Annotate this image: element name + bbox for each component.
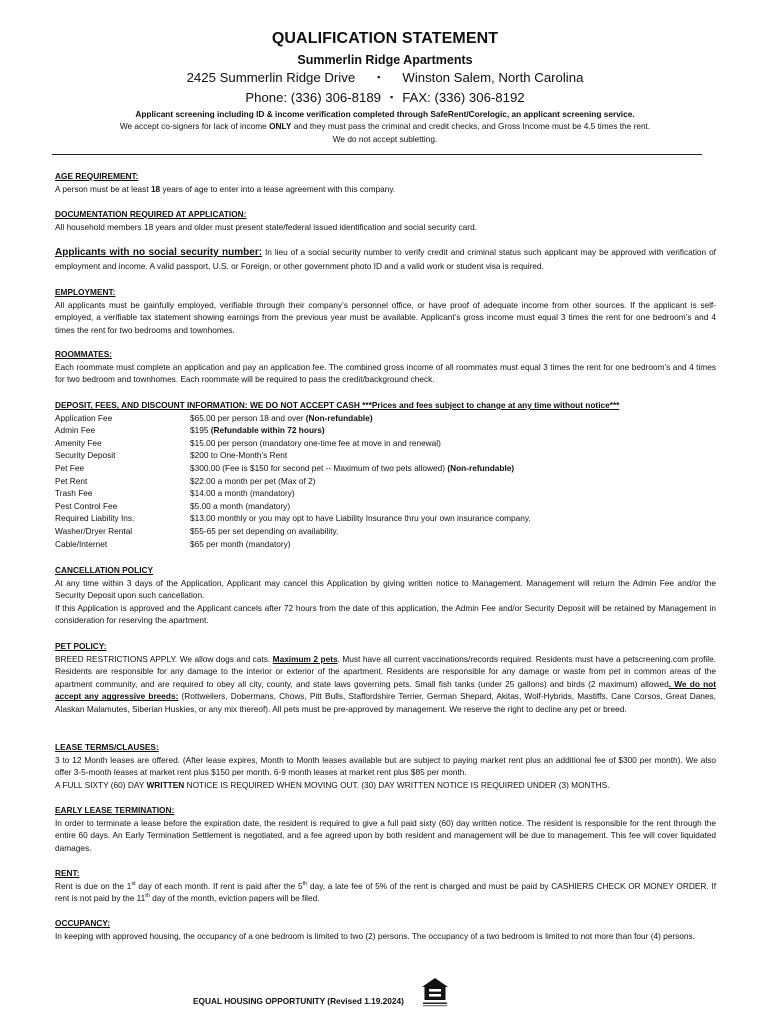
sublet-notice: We do not accept subletting. [332, 134, 438, 144]
pet-policy-text-a: BREED RESTRICTIONS APPLY. We allow dogs and cats. [55, 653, 273, 664]
fee-name: Cable/Internet [55, 538, 108, 549]
move-out-notice [55, 779, 716, 792]
phone-number: Phone: (336) 306-8189 [245, 90, 381, 105]
address-city: Winston Salem, North Carolina [402, 70, 584, 85]
employment-section [55, 286, 716, 336]
rent-text-d: day of the month, eviction papers will be filed. [149, 893, 320, 904]
fee-value: $195 [190, 425, 211, 436]
fee-value-cell [190, 512, 716, 525]
age-heading: AGE REQUIREMENT: [55, 171, 139, 181]
age-value: 18 [150, 183, 161, 194]
fee-value: $15.00 per person (mandatory one-time fee at move in and renewal) [190, 437, 441, 448]
fee-name: Pest Control Fee [55, 500, 118, 511]
fee-note: (Non-refundable) [305, 412, 373, 423]
fax-number: FAX: (336) 306-8192 [402, 90, 525, 105]
fee-name: Pet Rent [55, 475, 88, 486]
move-out-notice-b: NOTICE IS REQUIRED WHEN MOVING OUT. (30) DAY WRITTEN NOTICE IS REQUIRED UNDER (3) MONTHS. [184, 779, 610, 790]
property-name: Summerlin Ridge Apartments [297, 53, 473, 67]
cancellation-heading: CANCELLATION POLICY [55, 565, 154, 575]
rent-sup-2: th [302, 880, 308, 887]
pet-policy-text-c: (Rottweilers, Dobermans, Chows, Pitt Bulls, Staffordshire Terrier, German Shepard, Akitas, Wolf-Hybrids, Mastiffs, Cane Corsos, Great Danes, Alaskan Malamutes, Siberian Huskies, or any mix thereof). All pets must be pre-approved by management. We reserve the right to decline any pet or breed. [55, 691, 716, 714]
fee-name: Pet Fee [55, 462, 85, 473]
fee-row [55, 437, 716, 450]
fee-row [55, 412, 716, 425]
documentation-section [55, 208, 716, 233]
fees-table [55, 412, 716, 551]
fee-value: $22.00 a month per pet (Max of 2) [190, 475, 316, 486]
occupancy-heading: OCCUPANCY: [55, 918, 111, 928]
early-termination-heading: EARLY LEASE TERMINATION: [55, 805, 175, 815]
fee-value-cell [190, 500, 716, 513]
fee-value-cell [190, 462, 716, 475]
fee-value-cell [190, 424, 716, 437]
cancellation-paragraph-2: If this Application is approved and the Applicant cancels after 72 hours from the date of this application, the Admin Fee and/or Security Deposit will be retained by Management in consideration for reserving the apartment. [55, 602, 716, 626]
fee-value-cell [190, 475, 716, 488]
fee-row [55, 424, 716, 437]
fees-heading: DEPOSIT, FEES, AND DISCOUNT INFORMATION: WE DO NOT ACCEPT CASH ***Prices and fees subject to change at any time without notice*** [55, 400, 620, 410]
move-out-notice-a: A FULL SIXTY (60) DAY [55, 779, 147, 790]
rent-heading: RENT: [55, 868, 80, 878]
equal-housing-opportunity-icon [420, 976, 450, 1008]
fee-value: $5.00 a month (mandatory) [190, 500, 291, 511]
documentation-heading: DOCUMENTATION REQUIRED AT APPLICATION: [55, 209, 247, 219]
cosigner-text-b: and they must pass the criminal and credit checks, and Gross Income must be 4.5 times the rent. [291, 121, 651, 131]
age-text-a: A person must be at least [55, 183, 151, 194]
fee-row [55, 512, 716, 525]
fee-value-cell [190, 412, 716, 425]
rent-sup-1: st [131, 880, 136, 887]
fee-value: $13.00 monthly or you may opt to have Liability Insurance thru your own insurance company. [190, 513, 531, 524]
age-section [55, 170, 716, 195]
roommates-section [55, 348, 716, 386]
fee-value-cell [190, 437, 716, 450]
no-ssn-text: In lieu of a social security number to verify credit and criminal status such applicant may be approved with verification of employment and income. A valid passport, U.S. or Foreign, or other government photo ID and a valid work or student visa is required. [55, 247, 716, 271]
pet-maximum: Maximum 2 pets [272, 653, 338, 664]
rent-text [55, 880, 716, 905]
lease-terms-section [55, 741, 716, 791]
fee-row [55, 449, 716, 462]
address-separator: ▪ [377, 72, 381, 82]
fee-name: Admin Fee [55, 425, 96, 436]
pet-policy-section [55, 640, 716, 716]
fee-row [55, 487, 716, 500]
employment-text: All applicants must be gainfully employed, verifiable through their company’s personnel office, or have proof of adequate income from other sources. If the applicant is self-employed, a verifiable tax statement showing earnings from the previous year must be available. Applicant’s gross income must equal 3 times the rent for one bedroom’s and 4 times the rent for two bedrooms and townhomes. [55, 299, 716, 335]
occupancy-section [55, 917, 716, 942]
address-street: 2425 Summerlin Ridge Drive [186, 70, 356, 85]
early-termination-text: In order to terminate a lease before the expiration date, the resident is required to give a full paid sixty (60) day written notice. The resident is responsible for the rent through the entire 60 days. An Early Termination Settlement is negotiated, and a fee agreed upon by both resident and management will be due to management. This fee will cover liquidated damages. [55, 817, 716, 853]
fee-value: $300.00 (Fee is $150 for second pet -- Maximum of two pets allowed) [190, 462, 448, 473]
aggressive-breeds-notice: . We do not accept any aggressive breeds: [55, 678, 716, 702]
fee-name: Application Fee [55, 412, 113, 423]
fee-row [55, 525, 716, 538]
pet-policy-heading: PET POLICY: [55, 641, 107, 651]
header-divider [52, 154, 702, 155]
lease-terms-text: 3 to 12 Month leases are offered. (After lease expires, Month to Month leases available but are subject to paying market rent plus an additional fee of $300 per month). We also offer 3-5-month leases at market rent plus $150 per month. 6-9 month leases at market rent plus $85 per month. [55, 754, 716, 778]
fee-note: (Refundable within 72 hours) [210, 425, 325, 436]
fee-row [55, 538, 716, 551]
age-text-b: years of age to enter into a lease agreement with this company. [160, 183, 396, 194]
fee-name: Amenity Fee [55, 437, 102, 448]
documentation-text: All household members 18 years and older must present state/federal issued identification and social security card. [55, 221, 477, 232]
roommates-text: Each roommate must complete an application and pay an application fee. The combined gross income of all roommates must equal 3 times the rent for one bedroom’s and 4 times for two bedroom and townhomes. Each roommate will be required to pass the credit/background check. [55, 361, 716, 385]
screening-notice: Applicant screening including ID & income verification completed through SafeRent/Corelogic, an applicant screening service. [135, 109, 635, 119]
fee-note: (Non-refundable) [447, 462, 515, 473]
fee-name: Washer/Dryer Rental [55, 525, 133, 536]
pet-policy-text-b: . Must have all current vaccinations/records required. Residents must have a petscreening.com profile. Residents are responsible for any damage to the interior or exterior of the apartment. Residents are responsible for any damage or waste from pet in common areas of the apartment community, and are required to obey all city, county, and state laws governing pets. Small fish tanks (under 25 gallons) and birds (2 maximum) allowed [55, 653, 716, 689]
cosigner-text-a: We accept co-signers for lack of income [119, 121, 270, 131]
no-ssn-heading: Applicants with no social security number: [55, 247, 263, 258]
age-text [55, 183, 716, 196]
fee-value-cell [190, 525, 716, 538]
pet-policy-text [55, 653, 716, 716]
fee-value-cell [190, 449, 716, 462]
occupancy-text: In keeping with approved housing, the occupancy of a one bedroom is limited to two (2) persons. The occupancy of a two bedroom is limited to not more than four (4) persons. [55, 930, 695, 941]
fee-name: Required Liability Ins. [55, 513, 135, 524]
fee-value: $200 to One-Month’s Rent [190, 450, 288, 461]
phone-separator: ▪ [390, 92, 394, 102]
move-out-notice-written: WRITTEN [146, 779, 185, 790]
cosigner-notice [0, 121, 770, 131]
fee-row [55, 500, 716, 513]
roommates-heading: ROOMMATES: [55, 349, 112, 359]
contact-numbers [0, 90, 770, 105]
lease-terms-heading: LEASE TERMS/CLAUSES: [55, 742, 159, 752]
cancellation-section [55, 564, 716, 627]
fee-value: $55-65 per set depending on availability. [190, 525, 339, 536]
rent-text-b: day of each month. If rent is paid after the 5 [135, 880, 303, 891]
fee-name: Trash Fee [55, 488, 93, 499]
fee-row [55, 475, 716, 488]
fees-section [55, 399, 716, 550]
no-ssn-section [55, 246, 716, 272]
footer-text: EQUAL HOUSING OPPORTUNITY (Revised 1.19.2024) [193, 996, 404, 1006]
rent-text-a: Rent is due on the 1 [55, 880, 132, 891]
early-termination-section [55, 804, 716, 854]
document-title: QUALIFICATION STATEMENT [271, 30, 499, 47]
rent-text-c: day, a late fee of 5% of the rent is charged and must be paid by CASHIERS CHECK OR MONEY ORDER. If rent is not paid by the 11 [55, 880, 716, 904]
fee-name: Security Deposit [55, 450, 116, 461]
fee-row [55, 462, 716, 475]
fee-value-cell [190, 487, 716, 500]
rent-sup-3: th [145, 893, 150, 900]
fee-value: $65.00 per person 18 and over [190, 412, 306, 423]
property-address [0, 70, 770, 85]
fee-value: $14.00 a month (mandatory) [190, 488, 295, 499]
rent-section [55, 867, 716, 905]
employment-heading: EMPLOYMENT: [55, 287, 116, 297]
cosigner-only: ONLY [269, 121, 292, 131]
fee-value: $65 per month (mandatory) [190, 538, 291, 549]
cancellation-paragraph-1: At any time within 3 days of the Application, Applicant may cancel this Application by giving written notice to Management. Management will return the Admin Fee and/or the Security Deposit upon such cancellation. [55, 577, 716, 601]
fee-value-cell [190, 538, 716, 551]
